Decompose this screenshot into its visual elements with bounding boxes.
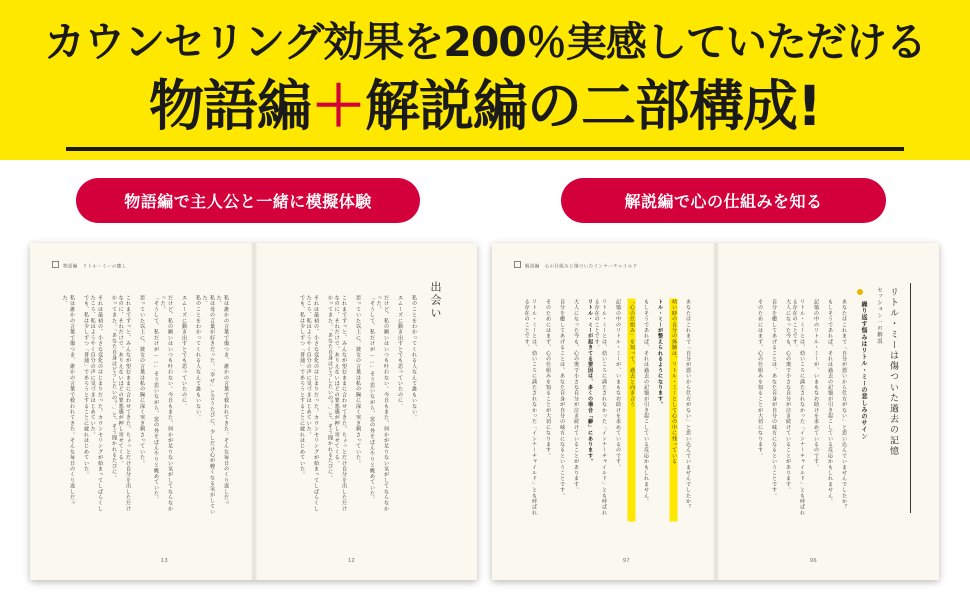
explain-column: リトル・ミーとは、幼いころに満たされなかった「インナーチャイルド」とも呼ばれる存在のことです。 — [523, 299, 537, 516]
chapter-title: 出会い — [429, 281, 442, 320]
lead-sentence: 繰り返す悩みはリトル・ミーの悲しみのサイン — [860, 301, 867, 440]
explain-column: 記憶の中のリトル・ミーが、いまもなお助けを求めているのです。 — [615, 299, 621, 470]
explain-column: 自分を癒してあげることは、あなた自身が自分の味方になるということです。 — [559, 299, 565, 499]
story-column: 思っていた以上に、彼女の言葉は私の胸に深く突き刺さっていた。 — [139, 295, 145, 466]
folio-left-page: 97 — [623, 558, 631, 564]
story-column: これまでずっと、みんなが望むままに合わせてきた。ちょっとだけ自分を出しただけなのに、それだけで、ありえないほどの罪悪感が押し寄せてくる。 — [117, 295, 131, 512]
story-column: これまでずっと、みんなが望むままに合わせてきた。ちょっとだけ自分を出しただけなのに、それだけで、ありえないほどの罪悪感が押し寄せてくる。 — [333, 295, 347, 512]
section-rule — [910, 283, 911, 513]
book-spread-story — [30, 243, 477, 580]
page-header-explain-text: 解説編 心の仕組みと傷ついたインナーチャイルド — [525, 263, 638, 269]
explain-column: もしそうであれば、それは過去の記憶が引き起こしている反応かもしれません。 — [827, 299, 833, 505]
story-column: だけど、私の願いはいつも叶わない。今日もまた、何かが足りない気がしてならなかった。 — [375, 295, 389, 512]
explain-column: リトル・ミーとは、幼いころに満たされなかった「インナーチャイルド」とも呼ばれる存在のことです。 — [593, 299, 607, 516]
story-column: それは最初の、小さな変化のはじまりだった。カウンセリングが始まってしばらくしたころ、私はようやく自分の声に気づきはじめていた。 — [89, 295, 103, 512]
section-heading: リトル・ミーは傷ついた過去の記憶 — [888, 287, 898, 457]
hero-headline-line2-inner — [145, 74, 825, 142]
hero-headline-line1: カウンセリング効果を200％実感していただける — [44, 18, 926, 66]
header-square-icon — [52, 261, 59, 268]
story-column: でも、私は少しずつ「普通」であろうとすることに疲れはじめていた。 — [299, 295, 305, 478]
story-column: それは最初の、小さな変化のはじまりだった。カウンセリングが始まってしばらくしたころ、私はようやく自分の声に気づきはじめていた。 — [305, 295, 319, 512]
pill-story-text: 物語編で主人公と一緒に模擬体験 — [124, 192, 372, 211]
explain-column: そのためにはまず、心の仕組みを知ることが大切になります。 — [545, 299, 551, 459]
story-column: 思っていた以上に、彼女の言葉は私の胸に深く突き刺さっていた。 — [355, 295, 361, 466]
pill-explain-text: 解説編で心の仕組みを知る — [624, 192, 823, 211]
page-header-story — [52, 261, 127, 270]
book-spine — [250, 243, 257, 580]
story-column: スムーズに動き出すとでも思っていたのに。 — [181, 295, 187, 409]
story-column: 私は誰かの言葉で傷つき、誰かの言葉で救われてきた。そんな毎日のくり返しだった。 — [61, 295, 75, 506]
explain-column: あなたはこれまで「自分が悪いから仕方がない」と思い込んでいませんでしたか？ — [841, 299, 847, 510]
hero-headline-line2 — [0, 74, 970, 142]
lead-bullet-icon — [857, 289, 863, 295]
story-column: かってきた。「あなた自身はどうしたいの？」と、そう聞かれるたびに。 — [111, 295, 117, 481]
highlighted-text: 「心の仕組み」を知って、過去と向き合う — [628, 299, 635, 521]
pill-story-label — [76, 178, 420, 223]
folio-right-page: 12 — [348, 558, 356, 564]
hero-text-story: 物語編 — [148, 74, 311, 138]
hero-band — [0, 0, 970, 160]
explain-column: リトル・ミーとは、幼いころに満たされなかった「インナーチャイルド」とも呼ばれる存在のことです。 — [791, 299, 805, 516]
story-column: 私のことをわかってくれる人なんて誰もいない。 — [411, 295, 417, 421]
explain-column: 自分を癒してあげることは、あなた自身が自分の味方になるということです。 — [771, 299, 777, 499]
folio-right-page: 96 — [810, 558, 818, 564]
explain-column: もしそうであれば、それは過去の記憶が引き起こしている反応かもしれません。 — [643, 299, 649, 505]
explain-column: 大人になった今も、心の奥で小さな自分が泣き続けていることがあります。 — [785, 299, 791, 493]
explain-column: そのためにはまず、心の仕組みを知ることが大切になります。 — [757, 299, 763, 459]
folio-left-page: 13 — [161, 558, 169, 564]
story-column: でも、私は少しずつ「普通」であろうとすることに疲れはじめていた。 — [83, 295, 89, 478]
hero-underline — [66, 147, 904, 151]
bold-emphasis-text: トル・ミーが整えられるようになります。 — [657, 299, 663, 408]
explain-column: あなたはこれまで「自分が悪いから仕方がない」と思い込んでいませんでしたか？ — [685, 299, 691, 510]
story-column: 私は誰かの言葉で傷つき、誰かの言葉で救われてきた。そんな毎日のくり返しだった。 — [215, 295, 229, 506]
hero-plus-symbol: ＋ — [310, 74, 365, 138]
story-column: スムーズに動き出すとでも思っていたのに。 — [397, 295, 403, 409]
story-column: だけど、私の願いはいつも叶わない。今日もまた、何かが足りない気がしてならなかった。 — [159, 295, 173, 512]
explain-column: 大人になった今も、心の奥で小さな自分が泣き続けていることがあります。 — [573, 299, 579, 493]
explain-column: 記憶の中のリトル・ミーが、いまもなお助けを求めているのです。 — [813, 299, 819, 470]
pill-explain-label — [561, 178, 886, 223]
story-column: 「そうして、私だけが……」そう思いながら、窓の外をぼんやりと眺めていた。 — [153, 295, 159, 502]
story-column: 私は母の言葉が好きだった。「幸せ」と言うたびに、少しだけ心が軽くなる気がしていた。 — [201, 295, 215, 515]
section-kicker: セッション一の解説 — [876, 287, 882, 345]
hero-text-explain: 解説編の二部構成! — [364, 74, 822, 138]
page-header-story-text: 物語編 リトル・ミーの癒し — [63, 263, 127, 269]
page-header-explain — [514, 261, 637, 270]
book-spine — [712, 243, 719, 580]
header-square-icon — [514, 261, 521, 268]
story-column: 私のことをわかってくれる人なんて誰もいない。 — [195, 295, 201, 421]
story-column: 「そうして、私だけが……」そう思いながら、窓の外をぼんやりと眺めていた。 — [369, 295, 375, 502]
bold-emphasis-text: リトル・ミーが起きてる要因は、多くの場合「癖」にあります。 — [587, 299, 593, 465]
story-column: かってきた。「あなた自身はどうしたいの？」と、そう聞かれるたびに。 — [327, 295, 333, 481]
highlighted-text: 幼い時の自分の体験は、リトル・ミーとして心の中に残っている — [670, 299, 677, 521]
book-spread-explain — [492, 243, 939, 580]
